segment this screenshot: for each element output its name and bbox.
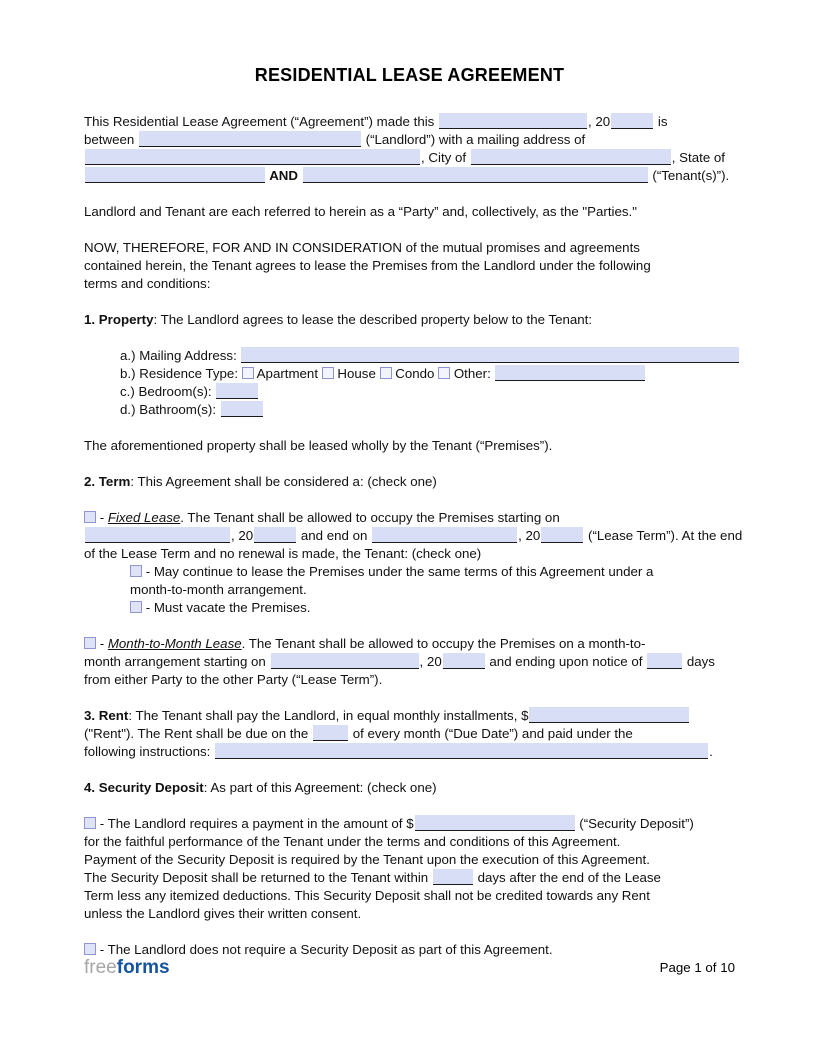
text-segment: days — [683, 654, 715, 669]
text-segment: contained herein, the Tenant agrees to lease the Premises from the Landlord under the following — [84, 258, 651, 273]
section-number-title: 4. Security Deposit — [84, 780, 204, 795]
text-segment: terms and conditions: — [84, 276, 211, 291]
deposit-return-days-field[interactable] — [433, 869, 473, 885]
agreement-year-field[interactable] — [611, 113, 653, 129]
month-to-month-clause — [84, 635, 735, 689]
text-segment: . — [709, 744, 713, 759]
condo-checkbox[interactable] — [380, 367, 392, 379]
other-checkbox[interactable] — [438, 367, 450, 379]
fixed-start-date-field[interactable] — [85, 527, 230, 543]
text-line — [84, 725, 735, 743]
m2m-start-date-field[interactable] — [271, 653, 419, 669]
text-segment: The aforementioned property shall be leased wholly by the Tenant (“Premises”). — [84, 438, 553, 453]
tenant-name-field[interactable] — [303, 167, 648, 183]
fixed-start-year-field[interactable] — [254, 527, 296, 543]
text-segment: (“Tenant(s)”). — [648, 168, 730, 183]
property-item-d — [120, 401, 735, 419]
text-segment: - Must vacate the Premises. — [142, 600, 311, 615]
text-line — [84, 887, 735, 905]
premises-note — [84, 437, 735, 455]
text-segment: c.) Bedroom(s): — [120, 384, 216, 399]
text-segment: : The Tenant shall pay the Landlord, in equal monthly installments, $ — [128, 708, 529, 723]
text-segment: . The Tenant shall be allowed to occupy the Premises on a month-to- — [241, 636, 646, 651]
text-segment: : As part of this Agreement: (check one) — [203, 780, 437, 795]
text-segment: unless the Landlord gives their written consent. — [84, 906, 362, 921]
text-line — [84, 527, 743, 545]
text-line — [84, 203, 735, 221]
text-line — [84, 167, 735, 185]
brand-free-text: free — [84, 957, 117, 978]
text-segment: , 20 — [588, 114, 611, 129]
text-line — [84, 851, 735, 869]
text-line — [84, 275, 735, 293]
text-line — [130, 581, 735, 599]
text-segment: and ending upon notice of — [485, 654, 647, 669]
text-segment: Condo — [391, 366, 439, 381]
text-segment: a.) Mailing Address: — [120, 348, 241, 363]
text-segment: AND — [266, 168, 302, 183]
text-segment: (“Lease Term”). At the end — [584, 528, 743, 543]
consideration-paragraph — [84, 239, 735, 293]
rent-amount-field[interactable] — [529, 707, 689, 723]
text-segment: - The Landlord does not require a Security Deposit as part of this Agreement. — [96, 942, 553, 957]
text-segment: is — [654, 114, 668, 129]
text-segment: for the faithful performance of the Tenant under the terms and conditions of this Agreement. — [84, 834, 621, 849]
landlord-name-field[interactable] — [139, 131, 361, 147]
text-segment: ("Rent"). The Rent shall be due on the — [84, 726, 312, 741]
text-line — [84, 815, 735, 833]
text-segment: House — [333, 366, 380, 381]
text-line — [84, 779, 735, 797]
month-to-month-lease-checkbox[interactable] — [84, 637, 96, 649]
house-checkbox[interactable] — [322, 367, 334, 379]
page-number: Page 1 of 10 — [659, 960, 735, 975]
text-segment: days after the end of the Lease — [473, 870, 661, 885]
text-segment: Apartment — [253, 366, 322, 381]
freeforms-logo — [84, 956, 170, 980]
section-number-title: 1. Property — [84, 312, 154, 327]
fixed-lease-clause — [84, 509, 743, 617]
text-line — [84, 473, 735, 491]
text-line — [130, 599, 735, 617]
notice-days-field[interactable] — [647, 653, 682, 669]
bathrooms-field[interactable] — [221, 401, 263, 417]
no-deposit-checkbox[interactable] — [84, 943, 96, 955]
property-item-a — [120, 347, 735, 365]
property-item-c — [120, 383, 735, 401]
text-line — [84, 311, 735, 329]
text-segment: Landlord and Tenant are each referred to herein as a “Party” and, collectively, as the "Parties." — [84, 204, 637, 219]
text-line — [84, 671, 735, 689]
property-heading — [84, 311, 735, 329]
residence-other-field[interactable] — [495, 365, 645, 381]
text-segment: following instructions: — [84, 744, 215, 759]
deposit-amount-field[interactable] — [415, 815, 575, 831]
landlord-mailing-address-field[interactable] — [85, 149, 420, 165]
text-segment: , State of — [671, 150, 726, 165]
text-segment: , 20 — [419, 654, 442, 669]
city-field[interactable] — [471, 149, 671, 165]
parties-paragraph — [84, 203, 735, 221]
fixed-lease-checkbox[interactable] — [84, 511, 96, 523]
text-segment: Other: — [450, 366, 495, 381]
text-segment: - — [96, 636, 108, 651]
property-items — [84, 347, 735, 419]
text-segment: between — [84, 132, 138, 147]
text-segment: , 20 — [231, 528, 254, 543]
text-line — [84, 113, 735, 131]
payment-instructions-field[interactable] — [215, 743, 708, 759]
text-line — [84, 545, 735, 563]
term-heading — [84, 473, 735, 491]
rent-clause — [84, 707, 735, 761]
state-field[interactable] — [85, 167, 265, 183]
text-segment: , City of — [421, 150, 470, 165]
text-segment: - The Landlord requires a payment in the amount of $ — [96, 816, 414, 831]
text-segment: Payment of the Security Deposit is required by the Tenant upon the execution of this Agreement. — [84, 852, 650, 867]
text-segment: d.) Bathroom(s): — [120, 402, 220, 417]
text-line — [84, 509, 735, 527]
deposit-required-checkbox[interactable] — [84, 817, 96, 829]
property-item-b — [120, 365, 735, 383]
m2m-start-year-field[interactable] — [443, 653, 485, 669]
text-line — [84, 635, 735, 653]
text-line — [84, 257, 735, 275]
text-line — [84, 833, 735, 851]
text-line — [84, 869, 735, 887]
text-segment: b.) Residence Type: — [120, 366, 242, 381]
section-number-title: 2. Term — [84, 474, 131, 489]
text-segment: month arrangement starting on — [84, 654, 270, 669]
text-segment: : The Landlord agrees to lease the described property below to the Tenant: — [153, 312, 593, 327]
text-line — [84, 437, 735, 455]
text-line — [84, 707, 735, 725]
text-segment: (“Security Deposit”) — [575, 816, 694, 831]
fixed-end-date-field[interactable] — [372, 527, 517, 543]
text-segment: from either Party to the other Party (“Lease Term”). — [84, 672, 383, 687]
bedrooms-field[interactable] — [216, 383, 258, 399]
lease-type-name: Month-to-Month Lease — [107, 636, 242, 651]
section-number-title: 3. Rent — [84, 708, 129, 723]
brand-forms-text: forms — [116, 957, 170, 978]
text-segment: - — [96, 510, 108, 525]
text-line — [130, 563, 735, 581]
continue-month-to-month-checkbox[interactable] — [130, 565, 142, 577]
rent-due-day-field[interactable] — [313, 725, 348, 741]
text-line — [84, 239, 735, 257]
intro-paragraph — [84, 113, 735, 185]
lease-type-name: Fixed Lease — [107, 510, 181, 525]
text-segment: of every month (“Due Date”) and paid under the — [349, 726, 633, 741]
text-segment: Term less any itemized deductions. This Security Deposit shall not be credited towards any Rent — [84, 888, 650, 903]
text-line — [84, 149, 735, 167]
text-line — [84, 743, 735, 761]
text-segment: - May continue to lease the Premises under the same terms of this Agreement under a — [142, 564, 654, 579]
deposit-required-clause — [84, 815, 735, 923]
deposit-heading — [84, 779, 735, 797]
apartment-checkbox[interactable] — [242, 367, 254, 379]
property-mailing-address-field[interactable] — [241, 347, 739, 363]
text-segment: of the Lease Term and no renewal is made, the Tenant: (check one) — [84, 546, 482, 561]
text-segment: The Security Deposit shall be returned to the Tenant within — [84, 870, 432, 885]
text-segment: and end on — [297, 528, 372, 543]
text-line — [84, 905, 735, 923]
text-line — [84, 653, 735, 671]
text-segment: (“Landlord”) with a mailing address of — [361, 132, 586, 147]
text-segment: , 20 — [518, 528, 541, 543]
text-segment: . The Tenant shall be allowed to occupy the Premises starting on — [180, 510, 560, 525]
page-footer — [84, 956, 735, 980]
text-segment: : This Agreement shall be considered a: (check one) — [130, 474, 437, 489]
page-title: RESIDENTIAL LEASE AGREEMENT — [254, 65, 565, 85]
text-line — [84, 131, 735, 149]
text-segment: This Residential Lease Agreement (“Agreement”) made this — [84, 114, 439, 129]
agreement-day-field[interactable] — [439, 113, 587, 129]
must-vacate-checkbox[interactable] — [130, 601, 142, 613]
fixed-end-year-field[interactable] — [541, 527, 583, 543]
text-segment: month-to-month arrangement. — [130, 582, 307, 597]
text-segment: NOW, THEREFORE, FOR AND IN CONSIDERATION of the mutual promises and agreements — [84, 240, 640, 255]
